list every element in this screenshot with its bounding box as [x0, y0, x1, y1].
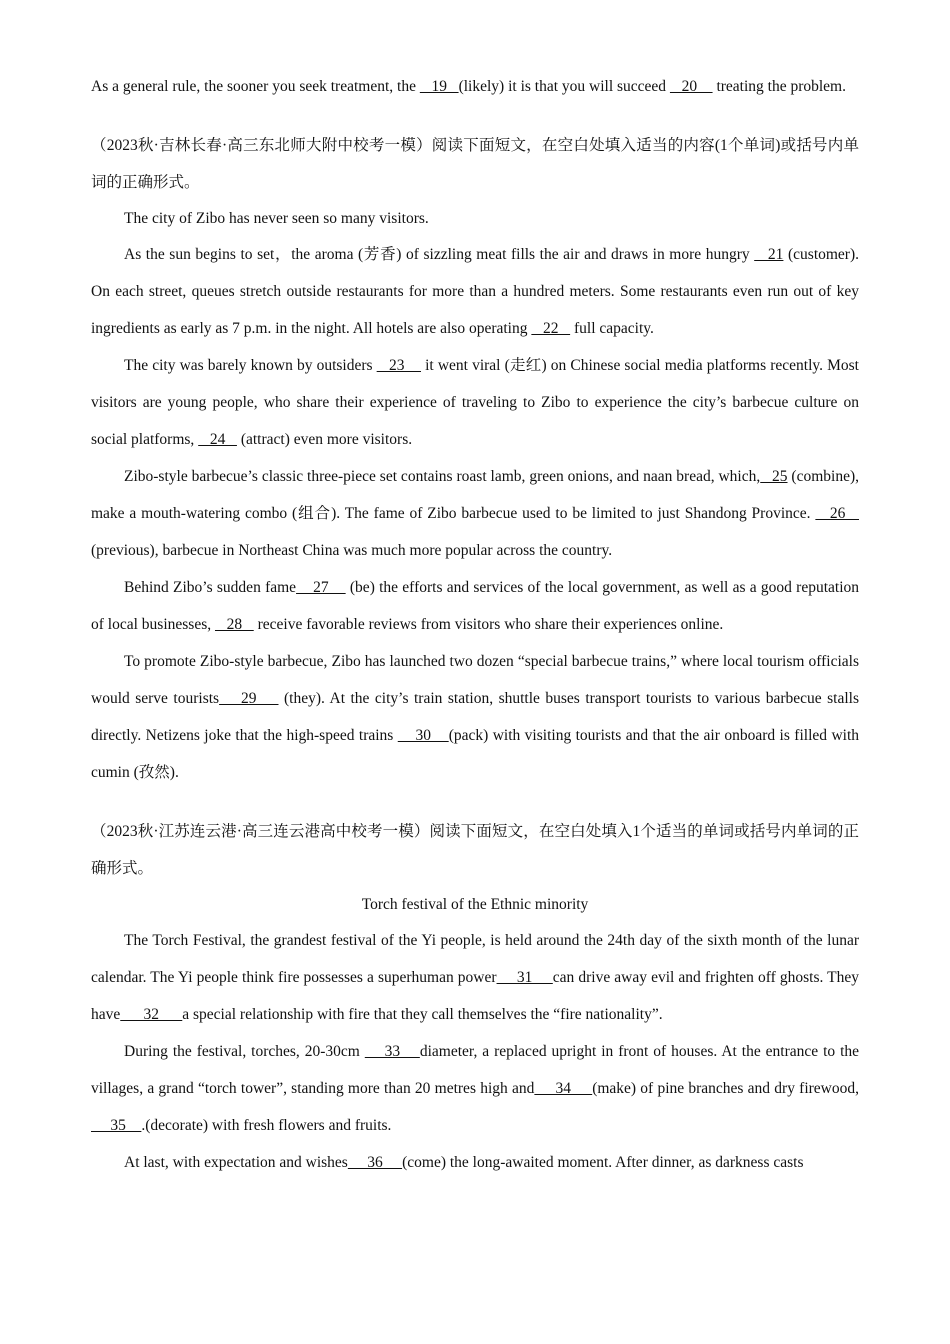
blank-24: 24: [198, 431, 237, 448]
blank-19: 19: [419, 78, 459, 95]
paragraph: Zibo-style barbecue’s classic three-piece set contains roast lamb, green onions, and naan bread, which, 25 (combine), make a mouth-watering combo (组合). The fame of Zibo barbecue used to be limited to just Shandong Province. 26 (previous), barbecue in Northeast China was much more popular across the country.: [91, 468, 860, 559]
blank-30: 30: [397, 727, 449, 744]
paragraph: Behind Zibo’s sudden fame 27 (be) the efforts and services of the local government, as well as a good reputation of local businesses, 28 receive favorable reviews from visitors who share their experiences online.: [91, 579, 859, 633]
blank-36: 36: [347, 1154, 403, 1171]
paragraph: The city was barely known by outsiders 23 it went viral (走红) on Chinese social media platforms recently. Most visitors are young people, who share their experience of traveling to Zibo to experience the city’s barbecue culture on social platforms, 24 (attract) even more visitors.: [91, 357, 859, 448]
blank-35: 35: [91, 1117, 142, 1134]
paragraph: The Torch Festival, the grandest festival of the Yi people, is held around the 24th day of the sixth month of the lunar calendar. The Yi people think fire possesses a superhuman power 31 can drive away evil and frighten off ghosts. They have 32 a special relationship with fire that they call themselves the “fire nationality”.: [91, 932, 859, 1023]
blank-29: 29: [219, 690, 279, 707]
section-torch-festival: [91, 813, 859, 1181]
blank-25: 25: [760, 468, 788, 485]
blank-20: 20: [669, 78, 713, 95]
blank-31: 31: [496, 969, 553, 986]
blank-21: 21: [754, 246, 784, 263]
section-instruction: （2023秋·吉林长春·高三东北师大附中校考一模）阅读下面短文，在空白处填入适当的内容(1个单词)或括号内单词的正确形式。: [91, 137, 859, 191]
blank-26: 26: [815, 505, 859, 522]
section-instruction: （2023秋·江苏连云港·高三连云港高中校考一模）阅读下面短文，在空白处填入1个适当的单词或括号内单词的正确形式。: [91, 823, 859, 877]
document-page: [91, 68, 859, 1181]
blank-32: 32: [120, 1006, 183, 1023]
paragraph: As the sun begins to set，the aroma (芳香) of sizzling meat fills the air and draws in more hungry 21 (customer). On each street, queues stretch outside restaurants for more than a hundred meters. Some restaurants even run out of key ingredients as early as 7 p.m. in the night. All hotels are also operating 22 full capacity.: [91, 246, 860, 337]
blank-27: 27: [296, 579, 346, 596]
blank-34: 34: [534, 1080, 593, 1097]
blank-28: 28: [214, 616, 254, 633]
passage-title: Torch festival of the Ethnic minority: [361, 896, 589, 913]
section-zibo: [91, 127, 859, 791]
paragraph: At last, with expectation and wishes 36 (come) the long-awaited moment. After dinner, as darkness casts: [124, 1154, 804, 1171]
paragraph-q19-20: As a general rule, the sooner you seek treatment, the 19 (likely) it is that you will succeed 20 treating the problem.: [91, 78, 846, 95]
paragraph: During the festival, torches, 20-30cm 33 diameter, a replaced upright in front of houses. At the entrance to the villages, a grand “torch tower”, standing more than 20 metres high and 34 (make) of pine branches and dry firewood, 35 .(decorate) with fresh flowers and fruits.: [91, 1043, 860, 1134]
blank-33: 33: [364, 1043, 420, 1060]
paragraph: The city of Zibo has never seen so many visitors.: [124, 210, 429, 227]
paragraph: To promote Zibo-style barbecue, Zibo has launched two dozen “special barbecue trains,” where local tourism officials would serve tourists 29 (they). At the city’s train station, shuttle buses transport tourists to various barbecue stalls directly. Netizens joke that the high-speed trains 30 (pack) with visiting tourists and that the air onboard is filled with cumin (孜然).: [91, 653, 860, 781]
blank-23: 23: [376, 357, 421, 374]
blank-22: 22: [531, 320, 571, 337]
